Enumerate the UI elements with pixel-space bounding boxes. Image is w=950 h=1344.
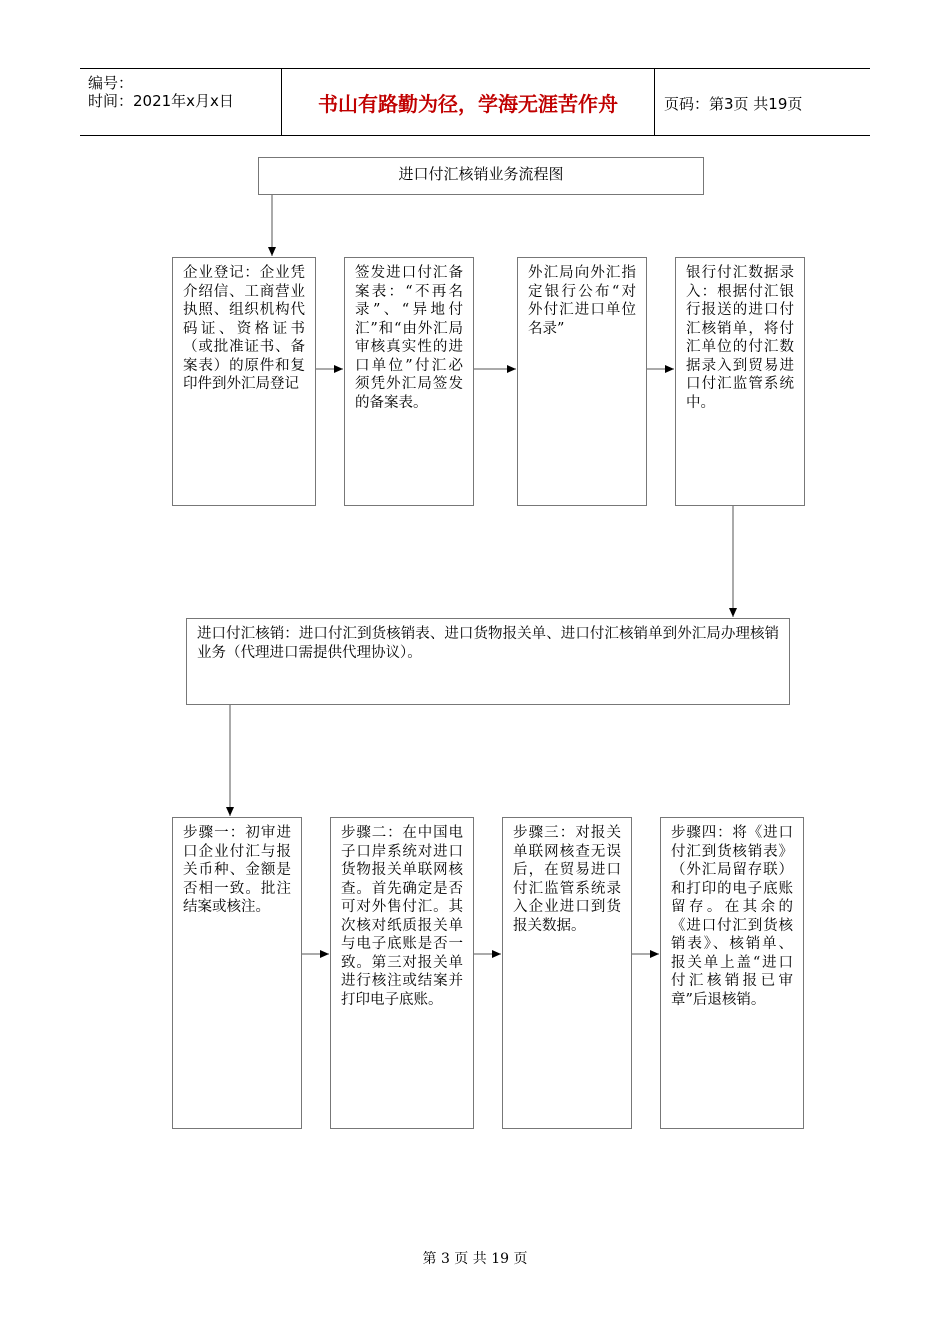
flow-box-step-3: 步骤三：对报关单联网核查无误后，在贸易进口付汇监管系统录入企业进口到货报关数据。: [502, 817, 632, 1129]
flow-box-step-1: 步骤一：初审进口企业付汇与报关币种、金额是否相一致。批注结案或核注。: [172, 817, 302, 1129]
page-footer: 第 3 页 共 19 页: [422, 1251, 528, 1267]
flowchart-title: 进口付汇核销业务流程图: [258, 157, 704, 195]
header-page-info: 页码：第3页 共19页: [664, 95, 803, 113]
flow-box-filing-form: 签发进口付汇备案表：“不再名录”、“异地付汇”和“由外汇局审核真实性的进口单位”付汇必须凭外汇局签发的备案表。: [344, 257, 474, 506]
flow-box-bank-data-entry: 银行付汇数据录入：根据付汇银行报送的进口付汇核销单，将付汇单位的付汇数据录入到贸易进口付汇监管系统中。: [675, 257, 805, 506]
header-time: 时间：2021年x月x日: [88, 92, 234, 110]
header-motto: 书山有路勤为径，学海无涯苦作舟: [318, 92, 618, 116]
flow-box-step-2: 步骤二：在中国电子口岸系统对进口货物报关单联网核查。首先确定是否可对外售付汇。其次核对纸质报关单与电子底账是否一致。第三对报关单进行核注或结案并打印电子底账。: [330, 817, 474, 1129]
flow-box-enterprise-registration: 企业登记：企业凭介绍信、工商营业执照、组织机构代码证、资格证书（或批准证书、备案表）的原件和复印件到外汇局登记: [172, 257, 316, 506]
flow-box-verification: 进口付汇核销：进口付汇到货核销表、进口货物报关单、进口付汇核销单到外汇局办理核销业务（代理进口需提供代理协议）。: [186, 618, 790, 705]
header-number: 编号：: [88, 74, 134, 92]
flow-box-step-4: 步骤四：将《进口付汇到货核销表》（外汇局留存联）和打印的电子底账留存。在其余的《进口付汇到货核销表》、核销单、报关单上盖“进口付汇核销报已审章”后退核销。: [660, 817, 804, 1129]
flow-box-importer-list: 外汇局向外汇指定银行公布“对外付汇进口单位名录”: [517, 257, 647, 506]
